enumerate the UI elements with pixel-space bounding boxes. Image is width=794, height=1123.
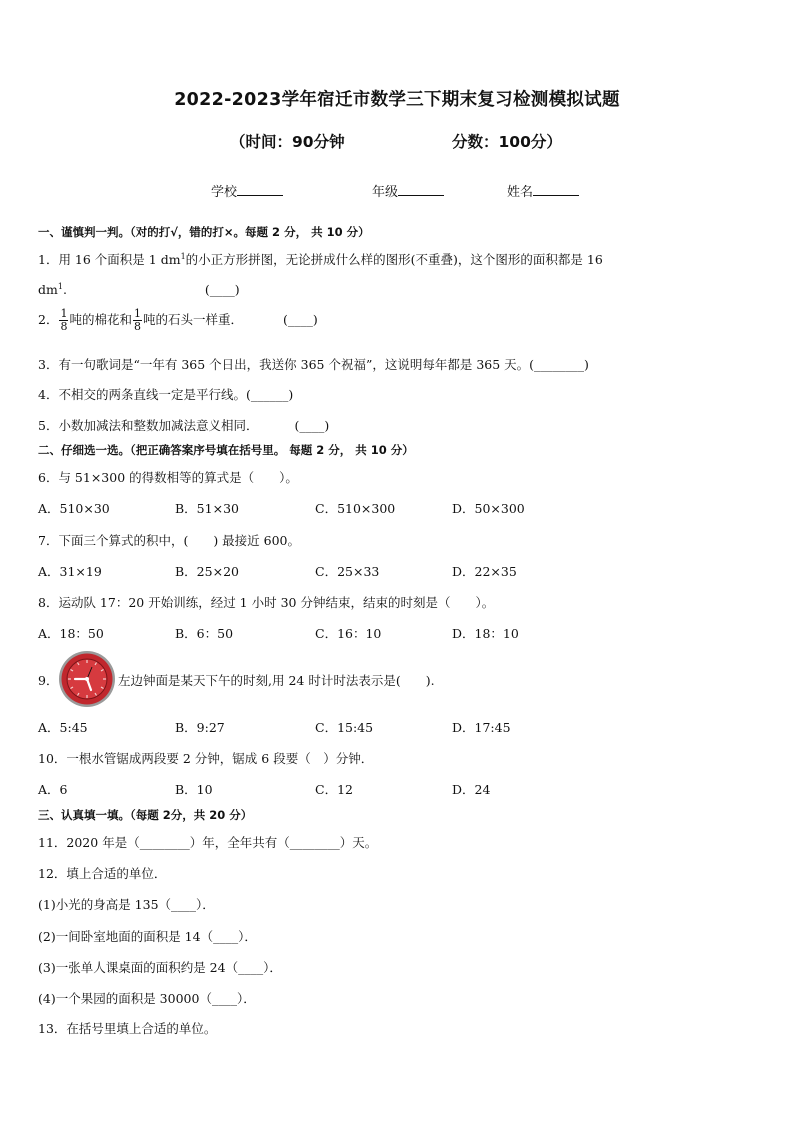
fraction-2 [133,308,142,333]
q2-answer-blank[interactable]: (____) [282,312,318,327]
q8-option-b[interactable]: B．6：50 [175,626,234,641]
q9-option-b[interactable]: B．9:27 [175,720,225,735]
q1-text-end: . [62,282,67,298]
fraction-1 [59,308,68,333]
question-3: 3．有一句歌词是“一年有 365 个日出，我送你 365 个祝福”，这说明每年都是 365 天。(________) [38,357,589,372]
question-1-line2 [38,282,240,297]
question-13: 13．在括号里填上合适的单位。 [38,1021,217,1036]
question-10: 10．一根水管锯成两段要 2 分钟，锯成 6 段要（ ）分钟． [38,751,374,766]
q7-option-d[interactable]: D．22×35 [452,564,517,579]
q5-text: 5．小数加减法和整数加减法意义相同． [38,418,259,433]
school-field [211,181,283,200]
q1-text-c: dm [38,282,58,298]
q5-answer-blank[interactable]: (____) [294,418,330,433]
q10-option-d[interactable]: D．24 [452,782,491,797]
q8-option-a[interactable]: A．18：50 [38,626,104,641]
q9-option-c[interactable]: C．15:45 [315,720,374,735]
q1-sup-2: 1 [57,282,63,291]
section1-heading: 一、谨慎判一判。（对的打√，错的打×。每题 2 分， 共 10 分） [38,225,370,239]
q2-number: 2． [38,312,59,327]
question-12-1: (1)小光的身高是 135（____）． [38,897,215,912]
page-title: 2022-2023学年宿迁市数学三下期末复习检测模拟试题 [174,90,620,110]
q7-option-c[interactable]: C．25×33 [315,564,380,579]
question-7: 7．下面三个算式的积中，( ) 最接近 600。 [38,533,301,548]
question-12-3: (3)一张单人课桌面的面积约是 24（____）． [38,960,282,975]
section2-heading: 二、仔细选一选。（把正确答案序号填在括号里。 每题 2 分， 共 10 分） [38,443,414,457]
question-1-line1 [38,250,603,268]
question-5 [38,416,329,434]
q10-option-a[interactable]: A．6 [38,782,68,797]
q9-option-d[interactable]: D．17:45 [452,720,511,735]
frac-num: 1 [133,307,141,320]
grade-blank[interactable] [398,183,444,196]
q10-option-c[interactable]: C．12 [315,782,353,797]
school-blank[interactable] [237,183,283,196]
question-6: 6．与 51×300 的得数相等的算式是（ ）。 [38,470,298,485]
question-12: 12．填上合适的单位． [38,866,167,881]
clock-face-icon [58,650,116,708]
q6-option-c[interactable]: C．510×300 [315,501,396,516]
q2-text-end: 吨的石头一样重． [142,312,243,327]
q10-option-b[interactable]: B．10 [175,782,213,797]
question-12-4: (4)一个果园的面积是 30000（____）． [38,991,256,1006]
q9-option-a[interactable]: A．5:45 [38,720,88,735]
q6-option-b[interactable]: B．51×30 [175,501,239,516]
q1-text-b: 的小正方形拼图，无论拼成什么样的图形(不重叠)，这个图形的面积都是 16 [185,252,603,267]
q9-number: 9． [38,673,59,688]
question-4: 4．不相交的两条直线一定是平行线。(______) [38,387,294,402]
q8-option-d[interactable]: D．18：10 [452,626,519,641]
question-2 [38,308,318,333]
name-label: 姓名 [507,185,534,200]
q8-option-c[interactable]: C．16：10 [315,626,382,641]
exam-time: （时间：90分钟 [230,133,345,151]
question-8: 8．运动队 17：20 开始训练，经过 1 小时 30 分钟结束，结束的时刻是（ ）。 [38,595,495,610]
q1-text-a: 1．用 16 个面积是 1 dm [38,252,181,267]
question-11: 11．2020 年是（________）年，全年共有（________）天。 [38,835,378,850]
grade-field [372,181,444,200]
q1-sup: 1 [180,251,186,261]
q6-option-a[interactable]: A．510×30 [38,501,110,516]
grade-label: 年级 [372,185,399,200]
q7-option-b[interactable]: B．25×20 [175,564,239,579]
q2-text-mid: 吨的棉花和 [69,312,132,327]
q6-option-d[interactable]: D．50×300 [452,501,525,516]
frac-den: 8 [133,320,141,333]
frac-num: 1 [60,307,68,320]
frac-den: 8 [60,320,68,333]
exam-score: 分数：100分） [452,133,562,151]
q7-option-a[interactable]: A．31×19 [38,564,102,579]
question-12-2: (2)一间卧室地面的面积是 14（____）． [38,929,257,944]
school-label: 学校 [211,185,238,200]
name-field [507,181,579,200]
section3-heading: 三、认真填一填。（每题 2分，共 20 分） [38,808,253,822]
q1-answer-blank[interactable]: (____) [204,282,240,298]
question-9: 左边钟面是某天下午的时刻,用 24 时计时法表示是( ). [118,673,435,688]
name-blank[interactable] [533,183,579,196]
